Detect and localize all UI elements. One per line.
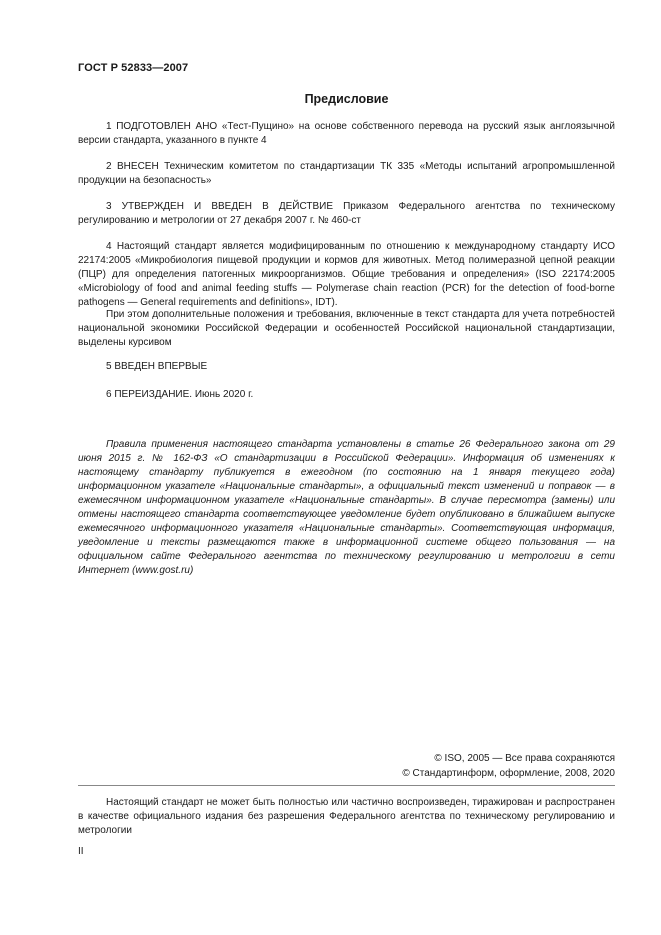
iso-copyright: © ISO, 2005 — Все права сохраняются <box>434 753 615 764</box>
foreword-item-4: 4 Настоящий стандарт является модифицированным по отношению к международному стандарту ИСО 22174:2005 «Микробиология пищевой продукции и кормов для животных. Метод полимеразной цепной реакции (ПЦР) для определения патогенных микроорганизмов. Общие требования и определения» (ISO 22174:2005 «Microbiology of food and animal feeding stuffs — Polymerase chain reaction (PCR) for the detection of food-borne pathogens — General requirements and definitions», IDT). <box>78 241 615 308</box>
page-number: II <box>78 846 84 857</box>
foreword-item-6: 6 ПЕРЕИЗДАНИЕ. Июнь 2020 г. <box>106 389 254 400</box>
standard-code: ГОСТ Р 52833—2007 <box>78 62 189 74</box>
separator-line <box>78 785 615 786</box>
foreword-item-5: 5 ВВЕДЕН ВПЕРВЫЕ <box>106 361 208 372</box>
publisher-copyright: © Стандартинформ, оформление, 2008, 2020 <box>402 768 615 779</box>
foreword-item-4-note: При этом дополнительные положения и требования, включенные в текст стандарта для учета потребностей национальной экономики Российской Федерации и особенностей Российской национальной стандартизации, выделены курсивом <box>78 309 615 348</box>
reproduction-notice: Настоящий стандарт не может быть полностью или частично воспроизведен, тиражирован и распространен в качестве официального издания без разрешения Федерального агентства по техническому регулированию и метрологии <box>78 797 615 836</box>
foreword-item-2: 2 ВНЕСЕН Техническим комитетом по стандартизации ТК 335 «Методы испытаний агропромышленной продукции на безопасность» <box>78 161 615 186</box>
foreword-item-1: 1 ПОДГОТОВЛЕН АНО «Тест-Пущино» на основе собственного перевода на русский язык англоязычной версии стандарта, указанного в пункте 4 <box>78 121 615 146</box>
foreword-title: Предисловие <box>304 92 389 106</box>
foreword-item-3: 3 УТВЕРЖДЕН И ВВЕДЕН В ДЕЙСТВИЕ Приказом Федерального агентства по техническому регулированию и метрологии от 27 декабря 2007 г. № 460-ст <box>78 201 615 226</box>
rules-notice: Правила применения настоящего стандарта установлены в статье 26 Федерального закона от 29 июня 2015 г. № 162-ФЗ «О стандартизации в Российской Федерации». Информация об изменениях к настоящему стандарту публикуется в ежегодном (по состоянию на 1 января текущего года) информационном указателе «Национальные стандарты», а официальный текст изменений и поправок — в ежемесячном информационном указателе «Национальные стандарты». В случае пересмотра (замены) или отмены настоящего стандарта соответствующее уведомление будет опубликовано в ближайшем выпуске ежемесячного информационного указателя «Национальные стандарты». Соответствующая информация, уведомление и тексты размещаются также в информационной системе общего пользования — на официальном сайте Федерального агентства по техническому регулированию и метрологии в сети Интернет (www.gost.ru) <box>78 439 615 576</box>
